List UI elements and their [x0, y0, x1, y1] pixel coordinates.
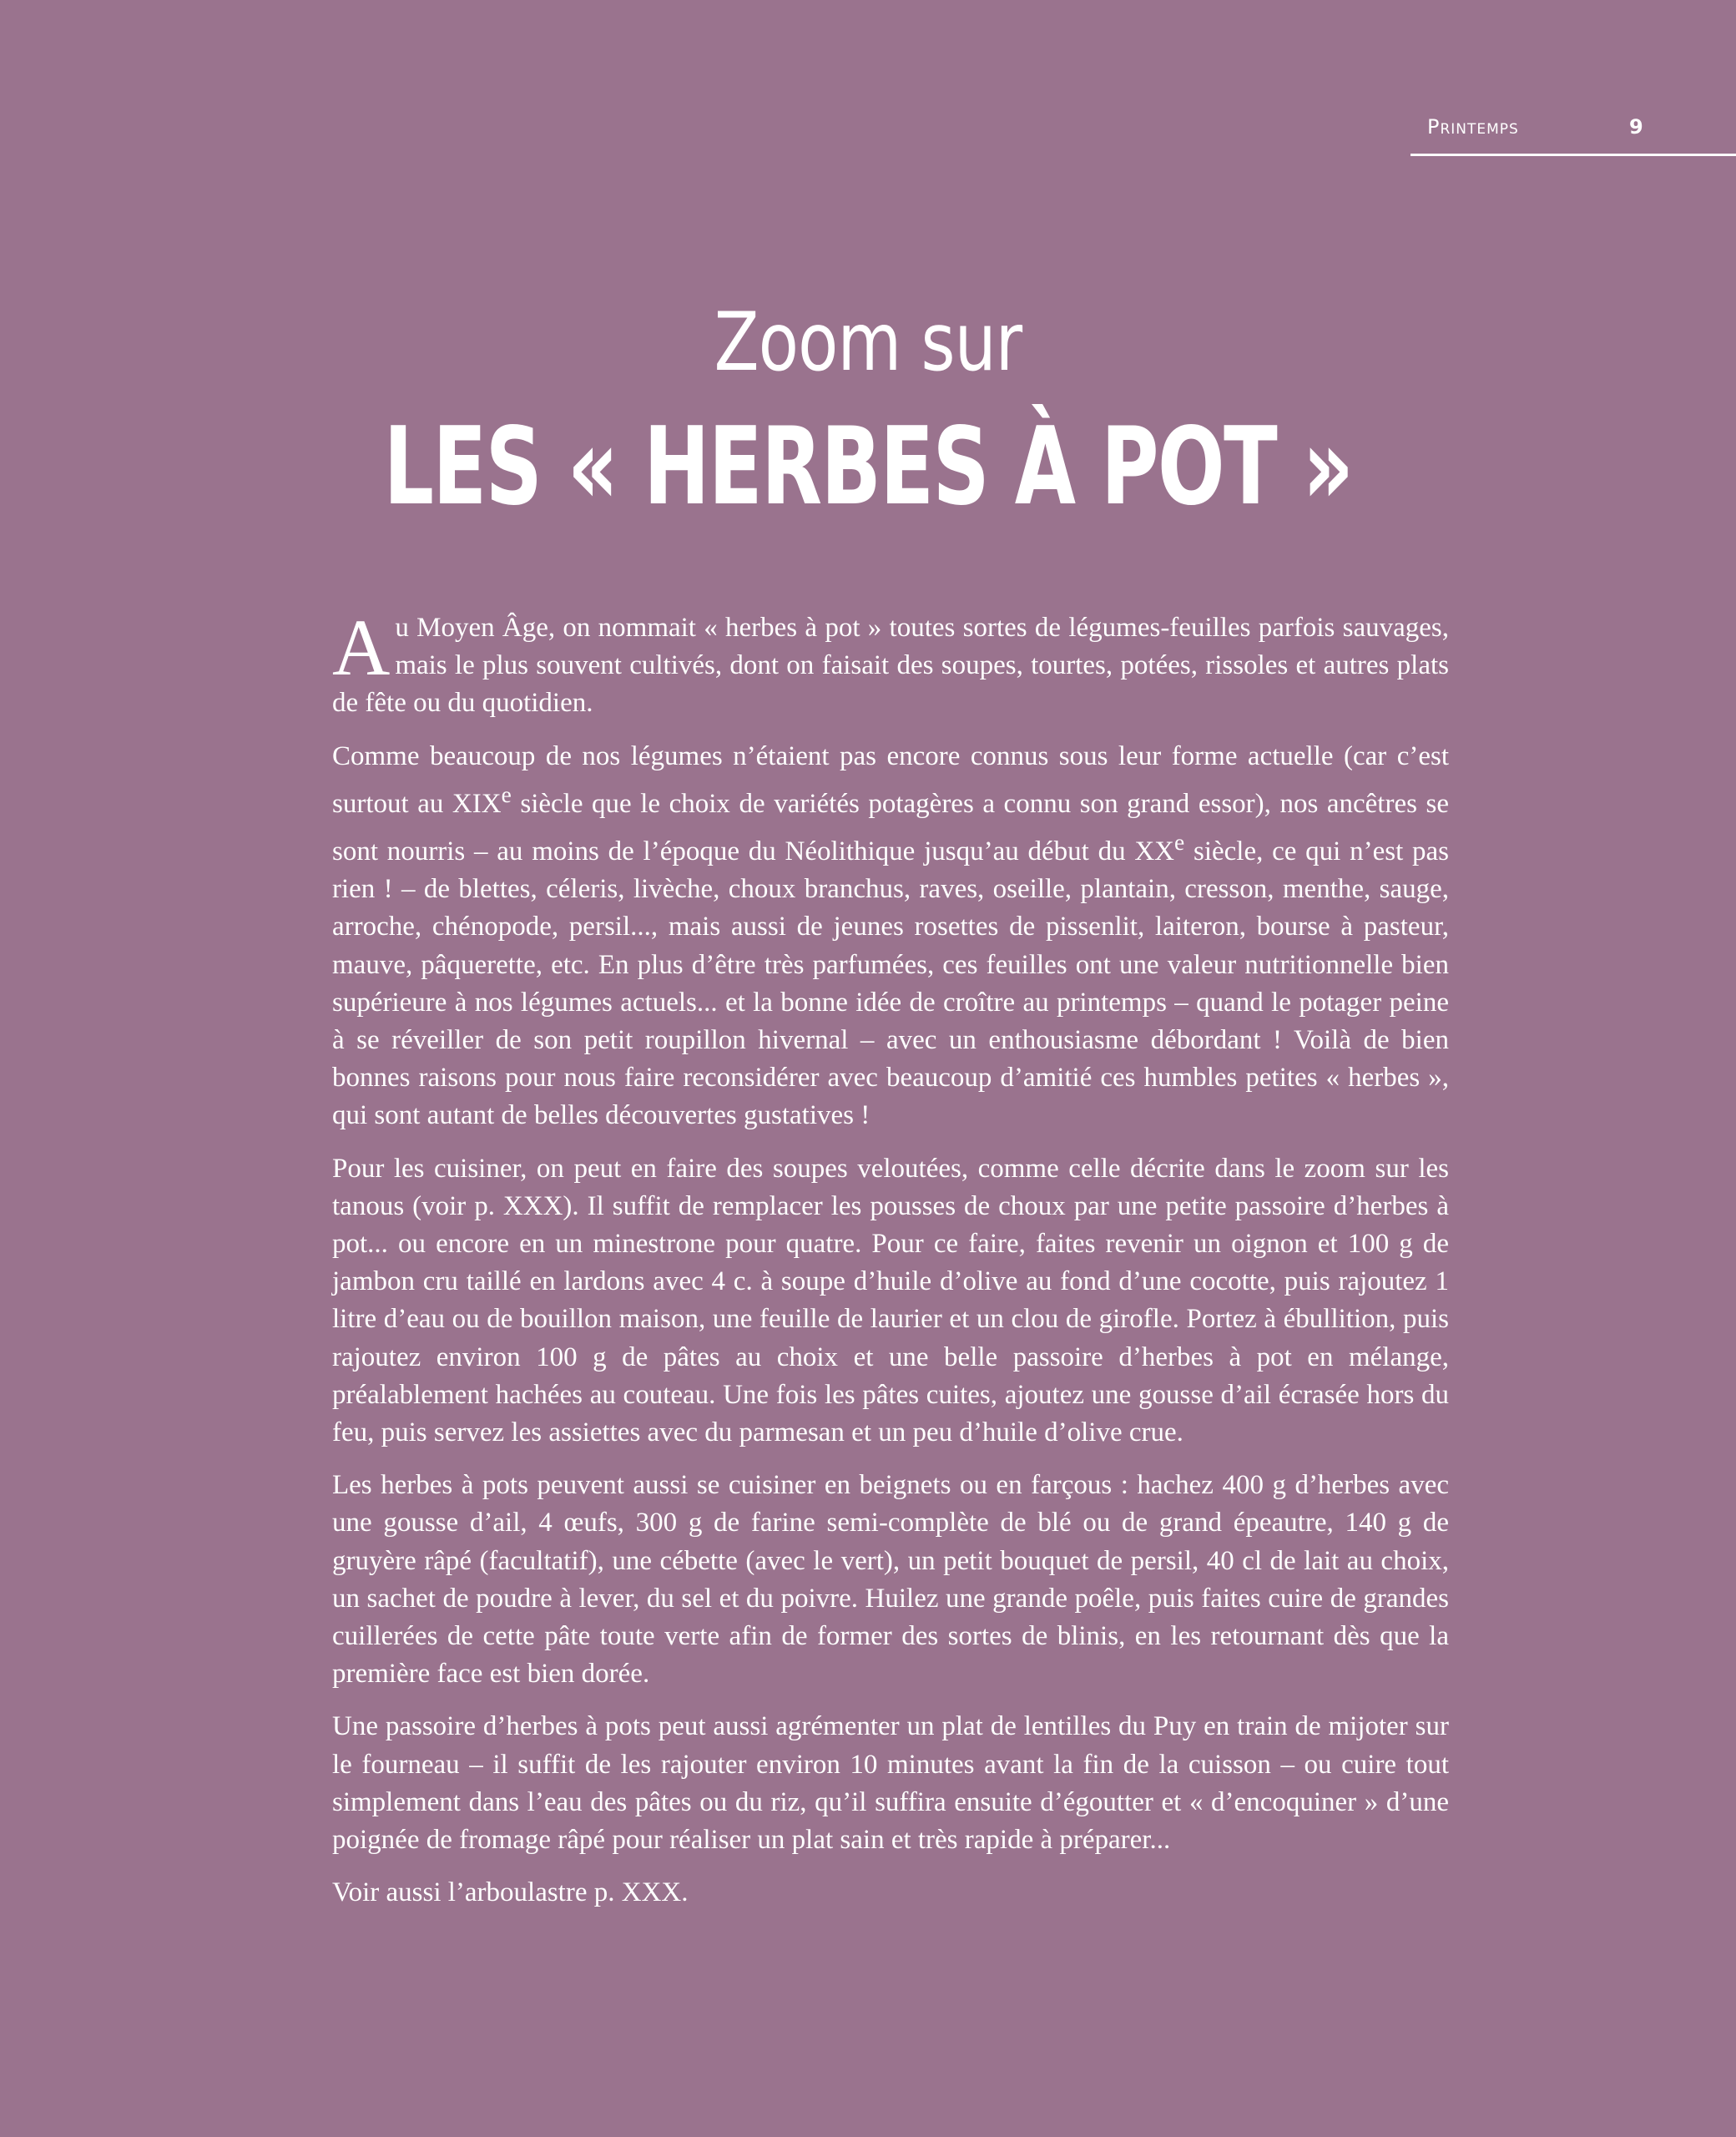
paragraph-history-part3: siècle, ce qui n’est pas rien ! – de blettes, céleris, livèche, choux branchus, raves, oseille, plantain, cresson, menthe, sauge, arroche, chénopode, persil..., mais aussi de jeunes rosettes de pissenlit, laiteron, bourse à pasteur, mauve, pâquerette, etc. En plus d’être très parfumées, ces feuilles ont une valeur nutritionnelle bien supérieure à nos légumes actuels... et la bonne idée de croître au printemps – quand le potager peine à se réveiller de son petit roupillon hivernal – avec un enthousiasme débordant ! Voilà de bien bonnes raisons pour nous faire reconsidérer avec beaucoup d’amitié ces humbles petites « herbes », qui sont autant de belles découvertes gustatives !	[332, 836, 1449, 1131]
title-kicker: Zoom sur	[714, 296, 1022, 389]
paragraph-intro-text: u Moyen Âge, on nommait « herbes à pot » toutes sortes de légumes-feuilles parfois sauvages, mais le plus souvent cultivés, dont on faisait des soupes, tourtes, potées, rissoles et autres plats de fête ou du quotidien.	[332, 613, 1449, 719]
section-name: Printemps	[1427, 115, 1519, 139]
page-number: 9	[1629, 115, 1643, 139]
paragraph-beignets: Les herbes à pots peuvent aussi se cuisiner en beignets ou en farçous : hachez 400 g d’herbes avec une gousse d’ail, 4 œufs, 300 g de farine semi-complète de blé ou de grand épeautre, 140 g de gruyère râpé (facultatif), une cébette (avec le vert), un petit bouquet de persil, 40 cl de lait au choix, un sachet de poudre à lever, du sel et du poivre. Huilez une grande poêle, puis faites cuire de grandes cuillerées de cette pâte toute verte afin de former des sortes de blinis, en les retournant dès que la première face est bien dorée.	[332, 1470, 1449, 1690]
drop-cap: A	[332, 603, 391, 692]
paragraph-history	[332, 738, 1449, 1135]
paragraph-intro	[332, 603, 1449, 723]
paragraph-history-part1: Comme beaucoup de nos légumes n’étaient pas encore connus sous leur forme actuelle (car c’est surtout au XIX	[332, 740, 1449, 819]
page-title: LES « HERBES À POT »	[383, 405, 1353, 529]
superscript-e: e	[501, 781, 512, 807]
paragraph-history-part2: siècle que le choix de variétés potagères a connu son grand essor), nos ancêtres se sont nourris – au moins de l’époque du Néolithique jusqu’au début du XX	[332, 788, 1450, 867]
paragraph-soup: Pour les cuisiner, on peut en faire des soupes veloutées, comme celle décrite dans le zoom sur les tanous (voir p. XXX). Il suffit de remplacer les pousses de choux par une petite passoire d’herbes à pot... ou encore en un minestrone pour quatre. Pour ce faire, faites revenir un oignon et 100 g de jambon cru taillé en lardons avec 4 c. à soupe d’huile d’olive au fond d’une cocotte, puis rajoutez 1 litre d’eau ou de bouillon maison, une feuille de laurier et un clou de girofle. Portez à ébullition, puis rajoutez environ 100 g de pâtes au choix et une belle passoire d’herbes à pot en mélange, préalablement hachées au couteau. Une fois les pâtes cuites, ajoutez une gousse d’ail écrasée hors du feu, puis servez les assiettes avec du parmesan et un peu d’huile d’olive crue.	[332, 1153, 1449, 1448]
paragraph-see-also: Voir aussi l’arboulastre p. XXX.	[332, 1877, 689, 1908]
running-header	[1410, 115, 1736, 157]
article-body	[332, 603, 1450, 1927]
header-rule	[1410, 154, 1736, 156]
superscript-e: e	[1174, 829, 1185, 856]
title-block	[0, 292, 1736, 529]
paragraph-lentils: Une passoire d’herbes à pots peut aussi agrémenter un plat de lentilles du Puy en train de mijoter sur le fourneau – il suffit de les rajouter environ 10 minutes avant la fin de la cuisson – ou cuire tout simplement dans l’eau des pâtes ou du riz, qu’il suffira ensuite d’égoutter et « d’encoquiner » d’une poignée de fromage râpé pour réaliser un plat sain et très rapide à préparer...	[332, 1711, 1449, 1856]
